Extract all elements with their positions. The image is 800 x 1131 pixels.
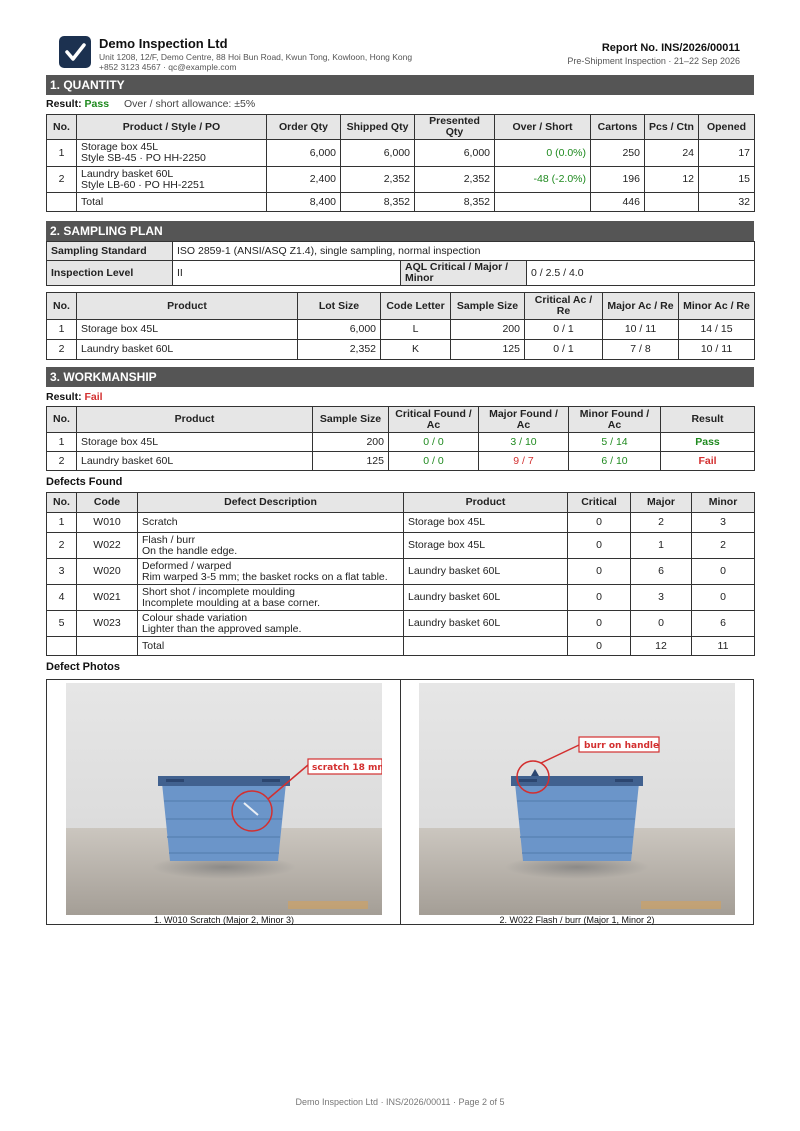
section-workmanship-title: 3. WORKMANSHIP	[46, 367, 754, 387]
photo-1-image	[66, 683, 382, 915]
table-row: 5 W023 Colour shade variation Lighter than the approved sample. Laundry basket 60L 0 0 6	[47, 611, 755, 637]
photo-2-image	[419, 683, 735, 915]
defects-title: Defects Found	[46, 476, 123, 488]
table-row: 1 Storage box 45L Style SB-45 · PO HH-2250 6,000 6,000 6,000 0 (0.0%) 250 24 17	[47, 140, 755, 167]
workmanship-table	[46, 406, 755, 471]
table-row: 4 W021 Short shot / incomplete moulding Incomplete moulding at a base corner. Laundry basket 60L 0 3 0	[47, 585, 755, 611]
table-row: 2 Laundry basket 60L 2,352 K 125 0 / 1 7 / 8 10 / 11	[47, 340, 755, 360]
photo-divider	[400, 680, 401, 924]
defects-table	[46, 492, 755, 656]
table-header-row: No. Product Sample Size Critical Found / Ac Major Found / Ac Minor Found / Ac Result	[47, 407, 755, 433]
photo-1-caption: 1. W010 Scratch (Major 2, Minor 3)	[153, 915, 295, 925]
quantity-table	[46, 114, 755, 212]
table-row: 2 Laundry basket 60L 125 0 / 0 9 / 7 6 / 10 Fail	[47, 452, 755, 471]
photos-title: Defect Photos	[46, 661, 120, 673]
quantity-result-value: Pass	[84, 98, 110, 110]
sampling-plan-table	[46, 292, 755, 360]
workmanship-result-value: Fail	[84, 391, 103, 403]
table-total-row: Total 8,400 8,352 8,352 446 32	[47, 193, 755, 212]
sampling-info-table: Sampling Standard ISO 2859-1 (ANSI/ASQ Z1.4), single sampling, normal inspection Inspection Level II AQL Critical / Major / Minor 0 / 2.5 / 4.0	[46, 241, 755, 286]
status-badge: Pass	[661, 433, 755, 452]
defect-photo-1[interactable]	[66, 683, 382, 915]
company-name: Demo Inspection Ltd	[99, 36, 228, 51]
company-logo	[59, 36, 91, 68]
quantity-allowance: Over / short allowance: ±5%	[123, 98, 256, 110]
defect-photos-panel	[46, 679, 754, 925]
section-quantity-title: 1. QUANTITY	[46, 75, 754, 95]
page-footer: Demo Inspection Ltd · INS/2026/00011 · Page 2 of 5	[295, 1097, 505, 1107]
company-address: Unit 1208, 12/F, Demo Centre, 88 Hoi Bun Road, Kwun Tong, Kowloon, Hong Kong +852 3123 4567 · qc@example.com	[99, 52, 413, 72]
table-row: 1 W010 Scratch Storage box 45L 0 2 3	[47, 513, 755, 533]
table-header-row: No. Product / Style / PO Order Qty Shipped Qty Presented Qty Over / Short Cartons Pcs / Ctn Opened	[47, 115, 755, 140]
photo-2-caption: 2. W022 Flash / burr (Major 1, Minor 2)	[499, 915, 655, 925]
workmanship-result: Result: Fail	[46, 391, 103, 403]
report-number: Report No. INS/2026/00011	[601, 42, 740, 54]
photo-1-annotation: scratch 18 mm	[312, 763, 382, 773]
table-row: 2 Laundry basket 60L Style LB-60 · PO HH-2251 2,400 2,352 2,352 -48 (-2.0%) 196 12 15	[47, 167, 755, 193]
table-header-row: No. Code Defect Description Product Critical Major Minor	[47, 493, 755, 513]
quantity-result: Result: Pass Over / short allowance: ±5%	[46, 98, 256, 110]
table-header-row: No. Product Lot Size Code Letter Sample Size Critical Ac / Re Major Ac / Re Minor Ac / Re	[47, 293, 755, 320]
defect-photo-2[interactable]	[419, 683, 735, 915]
table-row: 1 Storage box 45L 6,000 L 200 0 / 1 10 / 11 14 / 15	[47, 320, 755, 340]
table-total-row: Total 0 12 11	[47, 637, 755, 656]
table-row: 3 W020 Deformed / warped Rim warped 3-5 mm; the basket rocks on a flat table. Laundry basket 60L 0 6 0	[47, 559, 755, 585]
photo-2-annotation: burr on handle	[584, 741, 660, 751]
report-header	[46, 36, 754, 76]
checkmark-icon	[59, 36, 91, 68]
report-subtitle: Pre-Shipment Inspection · 21–22 Sep 2026	[567, 56, 740, 66]
section-sampling-title: 2. SAMPLING PLAN	[46, 221, 754, 241]
status-badge: Fail	[661, 452, 755, 471]
table-row: 2 W022 Flash / burr On the handle edge. Storage box 45L 0 1 2	[47, 533, 755, 559]
table-row: 1 Storage box 45L 200 0 / 0 3 / 10 5 / 14 Pass	[47, 433, 755, 452]
